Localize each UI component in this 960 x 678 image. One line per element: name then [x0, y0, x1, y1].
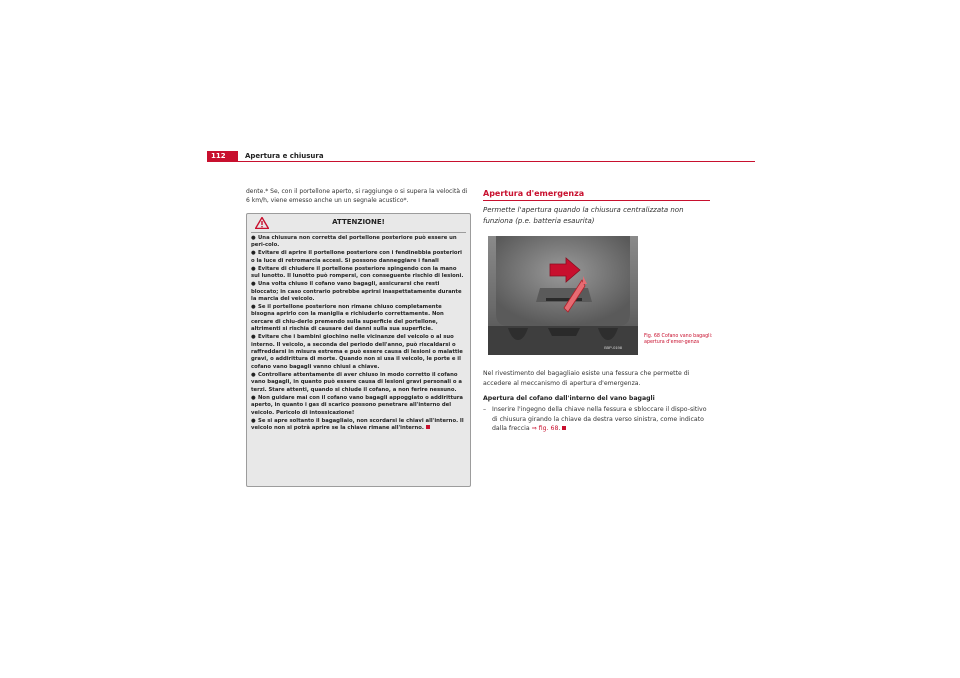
bullet-icon: ●	[251, 235, 256, 241]
section-end-mark	[426, 425, 430, 429]
list-item: ● Evitare che i bambini giochino nelle vicinanze del veicolo o al suo interno. Il veicolo, a seconda del periodo dell'anno, può riscaldarsi o raffreddarsi in misura estrema e può essere causa di lesioni o malattie gravi, o addirittura di morte. Quando non si usa il veicolo, le porte e il cofano vano bagagli vanno chiusi a chiave.	[251, 334, 463, 370]
body-paragraph: Nel rivestimento del bagagliaio esiste una fessura che permette di accedere al meccanismo di apertura d'emergenza.	[483, 370, 690, 387]
figure-reference-link[interactable]: ⇒ fig. 68	[531, 425, 559, 432]
step-text: Inserire l'ingegno della chiave nella fessura e sbloccare il dispo-sitivo di chiusura girando la chiave da destra verso sinistra, come indicato dalla freccia ⇒ fig. 68.	[492, 406, 707, 432]
bullet-icon: ●	[251, 304, 256, 311]
list-item: ● Se il portellone posteriore non rimane chiuso completamente bisogna aprirlo con la maniglia e richiuderlo correttamente. Non cercare di chiu-derlo premendo sulla superficie del portellone, altrimenti si rischia di causare dei danni sulla sua superficie.	[251, 304, 444, 333]
figure-caption: Fig. 68 Cofano vano bagagli: apertura d'emer-genza	[644, 334, 713, 345]
intro-text: dente.* Se, con il portellone aperto, si raggiunge o si supera la velocità di 6 km/h, viene emesso anche un un segnale acustico*.	[246, 188, 468, 204]
bullet-icon: ●	[251, 334, 256, 341]
header-rule	[238, 161, 755, 162]
list-item: ● Se si apre soltanto il bagagliaio, non scordarsi le chiavi all'interno. Il veicolo non si potrà aprire se la chiave rimane all'interno.	[251, 417, 464, 431]
page-header	[207, 151, 755, 162]
warning-box	[246, 213, 471, 487]
emergency-release-figure	[488, 236, 638, 355]
list-item: ● Non guidare mai con il cofano vano bagagli appoggiato o addirittura aperto, in quanto i gas di scarico possono penetrare all'interno del veicolo. Pericolo di intossicazione!	[251, 394, 463, 416]
bullet-icon: ●	[251, 281, 256, 288]
warning-divider	[251, 232, 466, 233]
bullet-icon: ●	[251, 265, 256, 272]
warning-list	[251, 235, 467, 433]
figure-code: B5P-0198	[604, 345, 622, 350]
bullet-icon: ●	[251, 417, 256, 424]
bullet-icon: ●	[251, 250, 256, 257]
section-title: Apertura e chiusura	[245, 152, 324, 160]
procedure-heading: Apertura del cofano dall'interno del vano bagagli	[483, 395, 655, 402]
bullet-icon: ●	[251, 394, 256, 401]
list-item: ● Una volta chiuso il cofano vano bagagli, assicurarsi che resti bloccato; in caso contrario potrebbe aprirsi inaspettatamente durante la marcia del veicolo.	[251, 281, 462, 303]
left-column	[246, 188, 471, 205]
warning-title: ATTENZIONE!	[332, 218, 385, 226]
list-item: ● Una chiusura non corretta del portellone posteriore può essere un peri-colo.	[251, 235, 457, 249]
heading-rule	[483, 200, 710, 201]
list-item: ● Evitare di aprire il portellone posteriore con i fendinebbia posteriori o la luce di retromarcia accesi. Si possono danneggiare i fanali	[251, 250, 462, 264]
section-subtitle: Permette l'apertura quando la chiusura centralizzata non funziona (p.e. batteria esaurita)	[483, 206, 684, 225]
list-item: ● Evitare di chiudere il portellone posteriore spingendo con la mano sul lunotto. Il lunotto può rompersi, con conseguente rischio di lesioni.	[251, 265, 464, 280]
list-item: ● Controllare attentamente di aver chiuso in modo corretto il cofano vano bagagli, in quanto può essere causa di lesioni gravi personali o a terzi. Stare attenti, quando si chiude il cofano, a non ferire nessuno.	[251, 371, 462, 393]
step-dash: –	[483, 406, 487, 413]
section-heading: Apertura d'emergenza	[483, 189, 585, 198]
procedure-step	[483, 405, 713, 434]
trunk-lid-illustration	[488, 236, 638, 355]
section-end-mark	[562, 426, 566, 430]
page-number: 112	[207, 151, 238, 162]
bullet-icon: ●	[251, 371, 256, 378]
